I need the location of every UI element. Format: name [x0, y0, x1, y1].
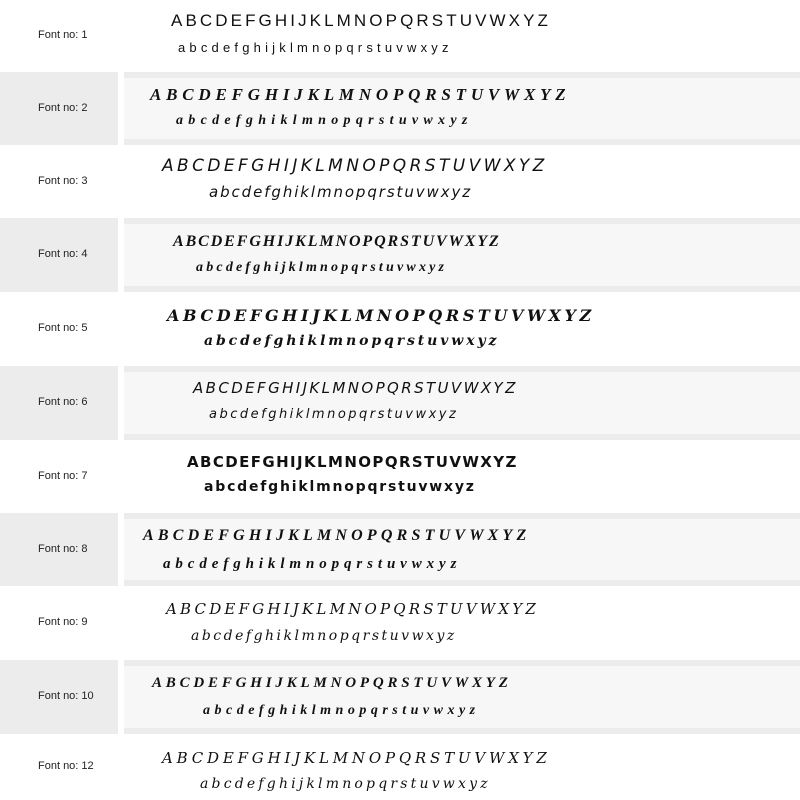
column-divider: [118, 72, 124, 145]
font-row-10: [0, 660, 800, 734]
font-number-label: Font no: 4: [38, 248, 88, 260]
font-row-1: [0, 0, 800, 72]
font-row-4: [0, 218, 800, 292]
font-number-label: Font no: 7: [38, 470, 88, 482]
uppercase-sample: ABCDEFGHIJKLMNOPQRSTUVWXYZ: [167, 306, 595, 325]
lowercase-sample: abcdefghiklmnopqrstuvwxyz: [191, 628, 457, 644]
font-row-5: [0, 292, 800, 366]
font-number-label: Font no: 12: [38, 760, 94, 772]
font-number-label: Font no: 8: [38, 543, 88, 555]
lowercase-sample: abcdefghijklmnopqrstuvwxyz: [200, 776, 491, 792]
uppercase-sample: ABCDEFGHIJKLMNOPQRSTUVWXYZ: [143, 527, 531, 544]
font-number-label: Font no: 3: [38, 175, 88, 187]
uppercase-sample: ABCDEFGHIJKLMNOPQRSTUVWXYZ: [162, 749, 551, 767]
lowercase-sample: abcdefghiklmnopqrstuvwxyz: [209, 183, 473, 201]
font-number-label: Font no: 6: [38, 396, 88, 408]
column-divider: [118, 660, 124, 734]
font-number-label: Font no: 2: [38, 102, 88, 114]
uppercase-sample: ABCDEFGHIJKLMNOPQRSTUVWXYZ: [171, 11, 552, 30]
uppercase-sample: ABCDEFGHIJKLMNOPQRSTUVWXYZ: [162, 156, 548, 176]
font-row-8: [0, 513, 800, 586]
uppercase-sample: ABCDEFGHIJKLMNOPQRSTUVWXYZ: [152, 675, 512, 691]
font-row-9: [0, 586, 800, 660]
uppercase-sample: ABCDEFGHIJKLMNOPQRSTUVWXYZ: [173, 233, 501, 250]
column-divider: [118, 218, 124, 292]
lowercase-sample: abcdefghiklmnopqrstuvwxyz: [176, 113, 473, 128]
uppercase-sample: ABCDEFGHIJKLMNOPQRSTUVWXYZ: [150, 85, 571, 104]
font-row-2: [0, 72, 800, 145]
lowercase-sample: abcdefghiklmnopqrstuvwxyz: [163, 556, 462, 572]
font-row-7: [0, 440, 800, 513]
lowercase-sample: abcdefghiklmnopqrstuvwxyz: [209, 407, 459, 422]
uppercase-sample: ABCDEFGHIJKLMNOPQRSTUVWXYZ: [193, 379, 518, 397]
lowercase-sample: abcdefghiklmnopqrstuvwxyz: [204, 479, 476, 495]
font-row-3: [0, 145, 800, 218]
lowercase-sample: abcdefghiklmnopqrstuvwxyz: [204, 333, 500, 349]
font-row-12: [0, 734, 800, 800]
column-divider: [118, 366, 124, 440]
font-number-label: Font no: 10: [38, 690, 94, 702]
lowercase-sample: abcdefghijklmnopqrstuvwxyz: [178, 40, 453, 55]
lowercase-sample: abcdefghiklmnopqrstuvwxyz: [203, 703, 480, 718]
font-number-label: Font no: 9: [38, 616, 88, 628]
font-number-label: Font no: 5: [38, 322, 88, 334]
font-row-6: [0, 366, 800, 440]
column-divider: [118, 513, 124, 586]
lowercase-sample: abcdefghijklmnopqrstuvwxyz: [196, 260, 448, 275]
font-number-label: Font no: 1: [38, 29, 88, 41]
uppercase-sample: ABCDEFGHIJKLMNOPQRSTUVWXYZ: [187, 453, 518, 471]
uppercase-sample: ABCDEFGHIJKLMNOPQRSTUVWXYZ: [166, 600, 540, 618]
